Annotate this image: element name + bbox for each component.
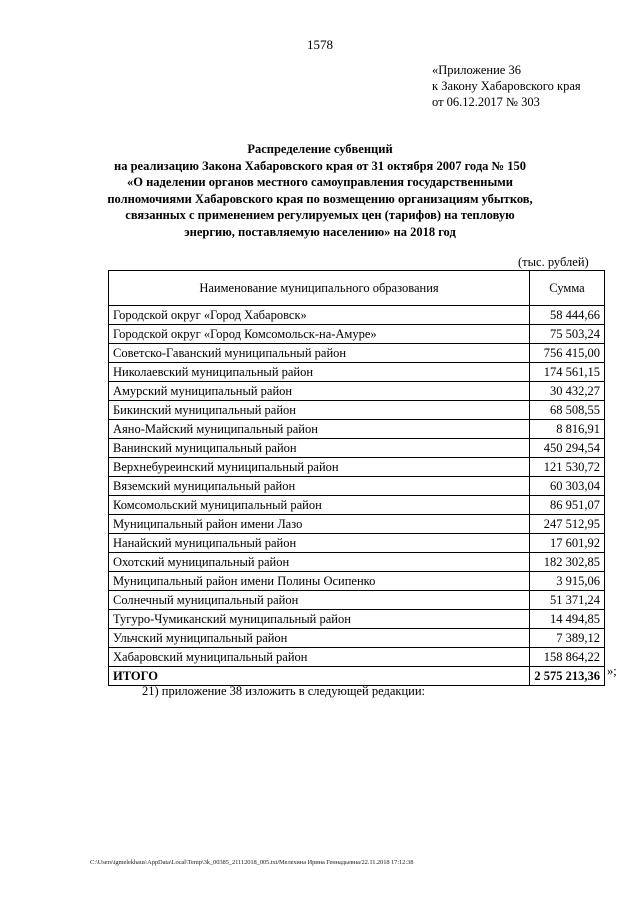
table-body [109,306,605,686]
municipality-name: Советско-Гаванский муниципальный район [109,344,530,363]
municipality-name: Солнечный муниципальный район [109,591,530,610]
subsidy-amount: 247 512,95 [530,515,605,534]
subsidy-amount: 7 389,12 [530,629,605,648]
subsidy-table [108,270,605,686]
municipality-name: Ванинский муниципальный район [109,439,530,458]
table-row [109,534,605,553]
table-row [109,610,605,629]
title-line: связанных с применением регулируемых цен (тарифов) на тепловую [125,208,515,222]
municipality-name: Аяно-Майский муниципальный район [109,420,530,439]
municipality-name: Ульчский муниципальный район [109,629,530,648]
table-row [109,477,605,496]
municipality-name: Бикинский муниципальный район [109,401,530,420]
title-line: на реализацию Закона Хабаровского края от 31 октября 2007 года № 150 [114,158,526,173]
subsidy-amount: 60 303,04 [530,477,605,496]
table-row [109,382,605,401]
table-row [109,515,605,534]
table-row [109,325,605,344]
municipality-name: Амурский муниципальный район [109,382,530,401]
title-line: полномочиями Хабаровского края по возмещению организациям убытков, [107,191,533,206]
subsidy-amount: 86 951,07 [530,496,605,515]
table-row [109,553,605,572]
subsidy-amount: 121 530,72 [530,458,605,477]
table-row [109,629,605,648]
table-row [109,648,605,667]
table-row [109,344,605,363]
subsidy-amount: 51 371,24 [530,591,605,610]
table-row [109,306,605,325]
municipality-name: Николаевский муниципальный район [109,363,530,382]
header-amount: Сумма [530,271,605,306]
total-label: ИТОГО [109,667,530,686]
next-item-text: 21) приложение 38 изложить в следующей редакции: [142,684,425,698]
municipality-name: Тугуро-Чумиканский муниципальный район [109,610,530,629]
table-row [109,439,605,458]
municipality-name: Городской округ «Город Комсомольск-на-Амуре» [109,325,530,344]
subsidy-amount: 8 816,91 [530,420,605,439]
municipality-name: Муниципальный район имени Полины Осипенко [109,572,530,591]
appendix-note [432,62,581,110]
subsidy-amount: 58 444,66 [530,306,605,325]
municipality-name: Вяземский муниципальный район [109,477,530,496]
footer-file-path: C:\Users\igmelekhaus\AppData\Local\Temp\3k_00385_21112018_005.txt/Мелехина Ирина Геннадьевна/22.11.2018 17:12:38 [90,859,414,866]
appendix-note-line: «Приложение 36 [432,63,521,77]
title-line: Распределение субвенций [247,142,393,156]
municipality-name: Комсомольский муниципальный район [109,496,530,515]
municipality-name: Городской округ «Город Хабаровск» [109,306,530,325]
subsidy-amount: 756 415,00 [530,344,605,363]
subsidy-amount: 68 508,55 [530,401,605,420]
table-row [109,363,605,382]
subsidy-amount: 182 302,85 [530,553,605,572]
unit-note: (тыс. рублей) [518,255,589,269]
subsidy-amount: 174 561,15 [530,363,605,382]
table-header-row [109,271,605,306]
appendix-note-line: от 06.12.2017 № 303 [432,95,540,109]
document-title [90,141,550,240]
table-row [109,572,605,591]
subsidy-amount: 17 601,92 [530,534,605,553]
total-amount: 2 575 213,36 [530,667,605,686]
total-row [109,667,605,686]
header-name: Наименование муниципального образования [109,271,530,306]
closing-quote: »; [607,664,617,678]
table-row [109,401,605,420]
page-number: 1578 [307,37,333,52]
table-row [109,591,605,610]
table-row [109,458,605,477]
table-row [109,420,605,439]
subsidy-amount: 450 294,54 [530,439,605,458]
subsidy-amount: 30 432,27 [530,382,605,401]
municipality-name: Нанайский муниципальный район [109,534,530,553]
table-row [109,496,605,515]
subsidy-amount: 75 503,24 [530,325,605,344]
appendix-note-line: к Закону Хабаровского края [432,79,581,93]
subsidy-amount: 158 864,22 [530,648,605,667]
municipality-name: Хабаровский муниципальный район [109,648,530,667]
subsidy-amount: 3 915,06 [530,572,605,591]
title-line: энергию, поставляемую населению» на 2018 год [184,224,456,239]
subsidy-amount: 14 494,85 [530,610,605,629]
title-line: «О наделении органов местного самоуправления государственными [127,175,513,189]
municipality-name: Муниципальный район имени Лазо [109,515,530,534]
municipality-name: Охотский муниципальный район [109,553,530,572]
municipality-name: Верхнебуреинский муниципальный район [109,458,530,477]
